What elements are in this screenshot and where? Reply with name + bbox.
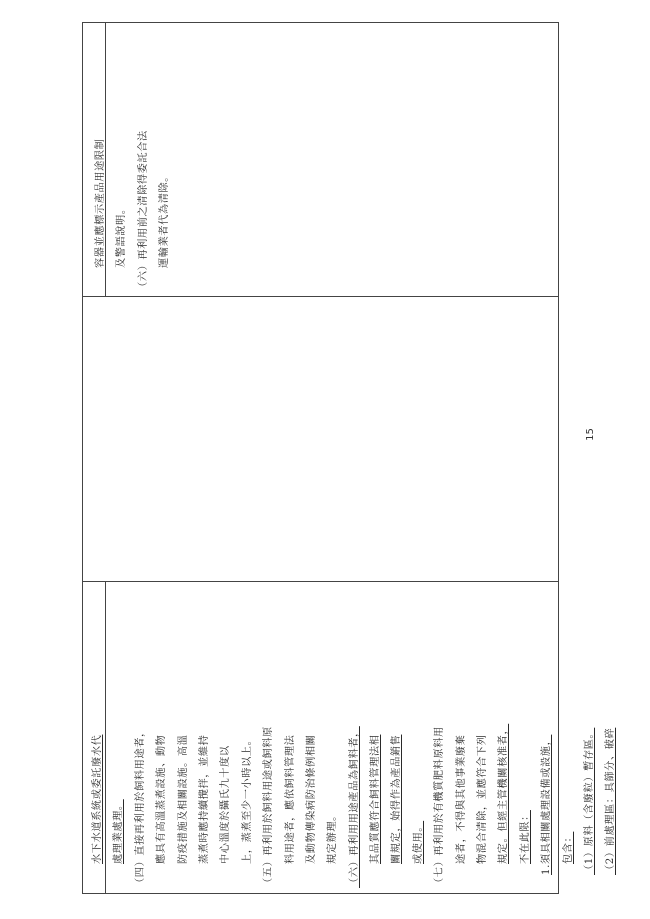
text-line: （六）再利用用途產品為飼料者， <box>348 726 360 888</box>
page-number: 15 <box>584 428 596 441</box>
text-line: 及警語說明。 <box>116 203 128 268</box>
text-line: （2）前處理區：具篩分、破碎 <box>605 727 617 875</box>
text-line: （四）直接再利用於飼料用途者， <box>134 726 146 888</box>
text-line: 規定。但經主管機關核准者， <box>498 723 510 864</box>
text-line: 及動物傳染病防治條例相關 <box>305 734 317 864</box>
text-line: 容器並應標示產品用途限制 <box>95 138 106 268</box>
text-line: 不在此限： <box>519 810 531 864</box>
lower-cell-text <box>87 583 617 888</box>
text-line: （1）原料（含廢粒）暫存區。 <box>583 727 595 875</box>
text-line: （六）再利用前之清除得委託合法 <box>137 130 149 292</box>
text-line: 水下水道系統或委託廢水代 <box>92 734 103 864</box>
text-line: 中心溫度於攝氏九十度以 <box>220 745 232 864</box>
text-line: 1.須具相關處理設備或設施， <box>541 734 553 875</box>
text-line: 運輸業者代為清除。 <box>159 170 171 268</box>
text-line: 其品質應符合飼料管理法相 <box>370 734 382 864</box>
text-line: 物混合清除，並應符合下列 <box>477 734 489 864</box>
text-line: 或使用。 <box>412 820 424 864</box>
text-line: （七）再利用於有機質肥料原料用 <box>434 726 446 888</box>
text-line: 上，蒸煮至少一小時以上。 <box>241 734 253 864</box>
text-line: 應具有高溫蒸煮設施、動物 <box>156 734 168 864</box>
text-line: 規定辦理。 <box>327 810 339 864</box>
text-line: 關規定，始得作為產品銷售 <box>391 734 403 864</box>
text-line: 途者，不得與其他事業廢棄 <box>455 734 467 864</box>
text-line: 處理業處理。 <box>113 799 125 864</box>
text-line: 蒸煮時應持續攪拌，並維持 <box>198 734 210 864</box>
text-line: 防疫措施及相關設施。高溫 <box>177 734 189 864</box>
row-divider-upper <box>82 296 559 297</box>
text-line: 包含： <box>562 831 574 864</box>
upper-cell-text <box>90 26 550 292</box>
text-line: 料用途者，應依飼料管理法 <box>284 734 296 864</box>
text-line: （五）再利用於飼料用途或飼料原 <box>263 726 275 888</box>
